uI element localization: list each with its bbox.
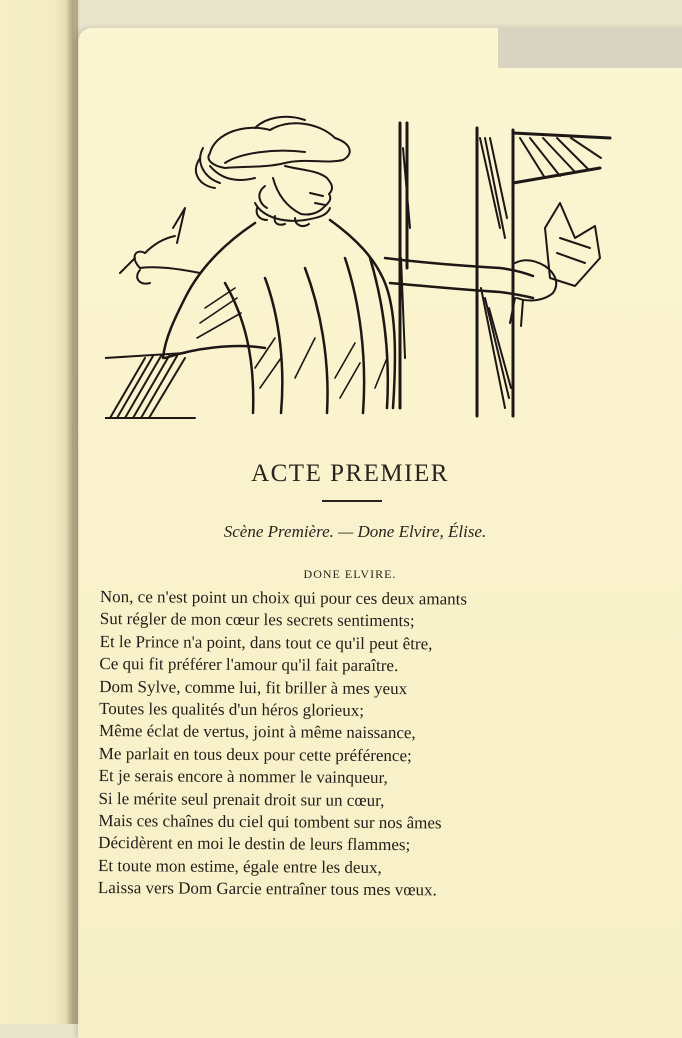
verse-line: Dom Sylve, comme lui, fit briller à mes yeux: [99, 676, 408, 698]
cavalier-illustration-icon: [105, 108, 615, 426]
scene-heading: Scène Première. — Done Elvire, Élise.: [223, 522, 487, 541]
verse-line: Et je serais encore à nommer le vainqueur,: [98, 766, 388, 788]
act-title: ACTE PREMIER: [251, 460, 449, 487]
verse-line: Sut régler de mon cœur les secrets sentiments;: [99, 609, 415, 631]
verse-line: Si le mérite seul prenait droit sur un cœur,: [98, 788, 385, 810]
book-gutter: [66, 0, 80, 1024]
verse-line: Et le Prince n'a point, dans tout ce qu'il peut être,: [99, 631, 433, 654]
verse-line: Me parlait en tous deux pour cette préférence;: [98, 743, 412, 766]
verse-line: Et toute mon estime, égale entre les deux,: [97, 855, 382, 877]
title-divider: [322, 500, 382, 502]
verse-line: Laissa vers Dom Garcie entraîner tous mes vœux.: [97, 878, 437, 900]
verse-block: [98, 586, 580, 903]
speaker-name: DONE ELVIRE.: [303, 567, 397, 581]
background-beyond-page: [498, 28, 682, 68]
verse-line: Ce qui fit préférer l'amour qu'il fait paraître.: [99, 654, 399, 676]
verse-line: Toutes les qualités d'un héros glorieux;: [99, 699, 365, 720]
verse-line: Même éclat de vertus, joint à même naissance,: [98, 721, 416, 743]
verse-line: Décidèrent en moi le destin de leurs flammes;: [98, 833, 411, 855]
verse-line: Non, ce n'est point un choix qui pour ces deux amants: [99, 587, 468, 609]
verse-line: Mais ces chaînes du ciel qui tombent sur nos âmes: [98, 811, 442, 833]
